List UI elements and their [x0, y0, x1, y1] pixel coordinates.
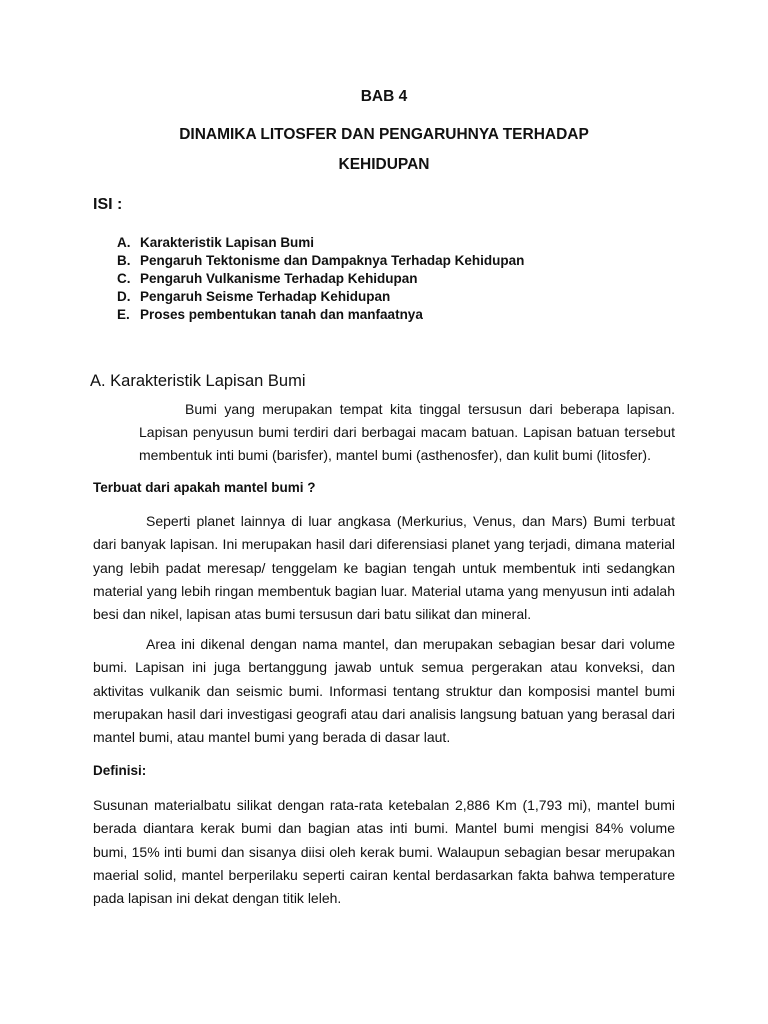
contents-heading: ISI : [93, 196, 123, 213]
contents-list [117, 234, 524, 324]
contents-item: A. Karakteristik Lapisan Bumi [117, 235, 315, 250]
contents-item: D. Pengaruh Seisme Terhadap Kehidupan [117, 289, 391, 304]
chapter-label: BAB 4 [360, 88, 408, 105]
question-heading: Terbuat dari apakah mantel bumi ? [93, 480, 316, 495]
body-paragraph: Area ini dikenal dengan nama mantel, dan merupakan sebagian besar dari volume bumi. Lapisan ini juga bertanggung jawab untuk semua pergerakan atau konveksi, dan aktivitas vulkanik dan seismic bumi. Informasi tentang struktur dan komposisi mantel bumi merupakan hasil dari investigasi geografi atau dari analisis langsung batuan yang berasal dari mantel bumi, atau mantel bumi yang berada di dasar laut. [93, 636, 675, 746]
intro-paragraph: Bumi yang merupakan tempat kita tinggal tersusun dari beberapa lapisan. Lapisan penyusun bumi terdiri dari berbagai macam batuan. Lapisan batuan tersebut membentuk inti bumi (barisfer), mantel bumi (asthenosfer), dan kulit bumi (litosfer). [139, 401, 675, 463]
contents-item: C. Pengaruh Vulkanisme Terhadap Kehidupan [117, 271, 418, 286]
contents-item: B. Pengaruh Tektonisme dan Dampaknya Terhadap Kehidupan [117, 253, 525, 268]
definition-heading: Definisi: [93, 763, 147, 778]
chapter-title-line-1: DINAMIKA LITOSFER DAN PENGARUHNYA TERHADAP [179, 126, 589, 143]
contents-item: E. Proses pembentukan tanah dan manfaatnya [117, 307, 423, 322]
chapter-title-line-2: KEHIDUPAN [338, 156, 430, 173]
section-a-heading: A. Karakteristik Lapisan Bumi [90, 372, 306, 390]
definition-paragraph: Susunan materialbatu silikat dengan rata-rata ketebalan 2,886 Km (1,793 mi), mantel bumi berada diantara kerak bumi dan bagian atas inti bumi. Mantel bumi mengisi 84% volume bumi, 15% inti bumi dan sisanya diisi oleh kerak bumi. Walaupun sebagian besar merupakan maerial solid, mantel berperilaku seperti cairan kental berdasarkan fakta bahwa temperature pada lapisan ini dekat dengan titik leleh. [93, 797, 675, 907]
body-paragraph: Seperti planet lainnya di luar angkasa (Merkurius, Venus, dan Mars) Bumi terbuat dari banyak lapisan. Ini merupakan hasil dari diferensiasi planet yang terjadi, dimana material yang lebih padat meresap/ tenggelam ke bagian tengah untuk membentuk inti sedangkan material yang lebih ringan membentuk bagian luar. Material utama yang menyusun inti adalah besi dan nikel, lapisan atas bumi tersusun dari batu silikat dan mineral. [93, 513, 675, 623]
